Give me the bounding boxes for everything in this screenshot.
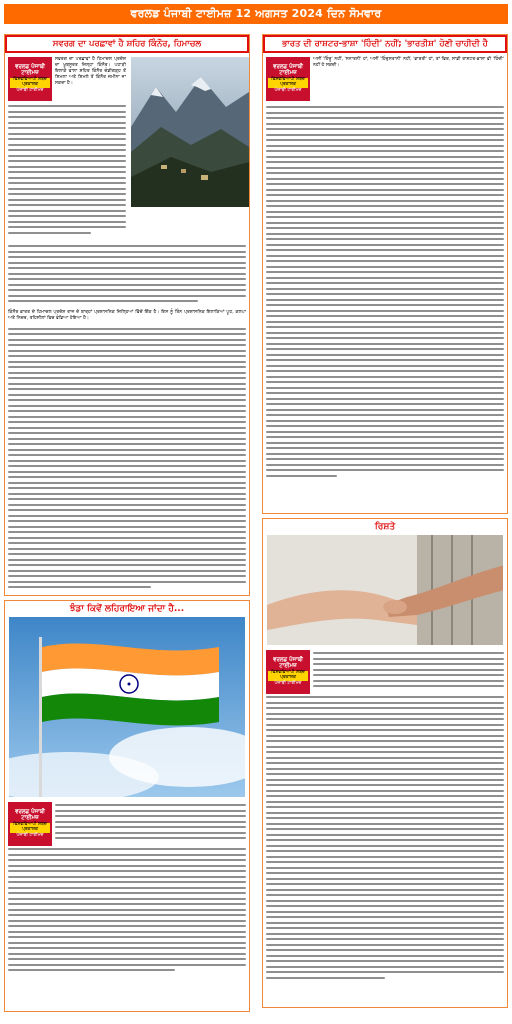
article-language xyxy=(262,34,508,514)
logo-name: ਵਰਲਡ ਪੰਜਾਬੀ ਟਾਈਮਜ਼ xyxy=(15,64,45,77)
logo-sub-4: ਪੰਜਾਬੀ ਟਾਈਮਜ਼ xyxy=(274,681,302,687)
logo-sub: ਪੰਜਾਬੀ ਟਾਈਮਜ਼ xyxy=(16,88,44,94)
flag-headline: ਝੰਡਾ ਕਿਵੇਂ ਲਹਿਰਾਇਆ ਜਾਂਦਾ ਹੈ... xyxy=(69,604,185,614)
article-top-row xyxy=(5,57,249,239)
relations-body xyxy=(263,650,507,694)
relations-body-lines xyxy=(313,650,507,694)
article-flag xyxy=(4,600,250,1012)
logo-name-3: ਵਰਲਡ ਪੰਜਾਬੀ ਟਾਈਮਜ਼ xyxy=(273,64,303,77)
article-body-lines-2 xyxy=(5,243,249,308)
logo-sub-3: ਪੰਜਾਬੀ ਟਾਈਮਜ਼ xyxy=(274,88,302,94)
logo-tag-4: ਵਿਸ਼ਵਵਿਆਪੀ ਸ਼ਬਦ ਪ੍ਰਕਾਸ਼ਕ xyxy=(268,671,308,681)
logo-row xyxy=(5,57,129,103)
relations-photo xyxy=(267,535,503,645)
relations-headline: ਰਿਸ਼ਤੇ xyxy=(374,522,396,532)
flag-body-lines xyxy=(55,802,249,846)
article-relations xyxy=(262,518,508,1008)
language-intro: ਅਸੀਂ 'ਹਿੰਦੂ' ਨਹੀਂ, 'ਸਨਾਤਨੀ' ਹਾਂ, ਅਸੀਂ 'ਹਿੰਦੁਸਤਾਨੀ' ਨਹੀਂ, 'ਭਾਰਤੀ' ਹਾਂ, ਤਾਂ ਫਿਰ, ਸਾਡੀ ਰਾਸ਼ਟਰ-ਭਾਸ਼ਾ ਵੀ 'ਹਿੰਦੀ' ਨਹੀਂ ਹੋ ਸਕਦੀ। xyxy=(313,57,504,68)
flag-photo xyxy=(9,617,245,797)
article-body-lines xyxy=(5,103,129,239)
right-column xyxy=(262,34,508,1008)
masthead-title: ਵਰਲਡ ਪੰਜਾਬੀ ਟਾਈਮਜ਼ 12 ਅਗਸਤ 2024 ਦਿਨ ਸੋਮਵਾਰ xyxy=(130,7,382,20)
logo-tag-3: ਵਿਸ਼ਵਵਿਆਪੀ ਸ਼ਬਦ ਪ੍ਰਕਾਸ਼ਕ xyxy=(268,78,308,88)
language-intro-row xyxy=(263,57,507,101)
logo-name-2: ਵਰਲਡ ਪੰਜਾਬੀ ਟਾਈਮਜ਼ xyxy=(15,809,45,822)
language-body-lines xyxy=(263,104,507,482)
article-body-lines-3 xyxy=(5,326,249,594)
logo-tag-2: ਵਿਸ਼ਵਵਿਆਪੀ ਸ਼ਬਦ ਪ੍ਰਕਾਸ਼ਕ xyxy=(10,823,50,833)
flag-body-lines-2 xyxy=(5,846,249,977)
relations-body-lines-2 xyxy=(263,694,507,984)
language-headline: ਭਾਰਤ ਦੀ ਰਾਸ਼ਟਰ-ਭਾਸ਼ਾ 'ਹਿੰਦੀ' ਨਹੀਂ; 'ਭਾਰਤੀਸ਼' ਹੋਣੀ ਚਾਹੀਦੀ ਹੈ xyxy=(263,35,507,53)
newspaper-logo-4 xyxy=(266,650,310,694)
article-kinnaur xyxy=(4,34,250,596)
newspaper-logo-3 xyxy=(266,57,310,101)
article-intro-block xyxy=(5,57,129,239)
left-column xyxy=(4,34,250,1012)
masthead xyxy=(4,4,508,24)
article-intro: ਸਵਰਗ ਦਾ ਪਰਛਾਵਾਂ ਹੈ ਹਿਮਾਚਲ ਪ੍ਰਦੇਸ਼ ਦਾ ਖੂਬਸੂਰਤ ਜ਼ਿਲ੍ਹਾ ਕਿੰਨੌਰ। ਪਹਾੜੀ ਇਲਾਕੇ ਵਾਲਾ ਸ਼ਹਿਰ ਕਿੰਨੌਰ ਚੰਡੀਗੜ੍ਹ ਤੋਂ ਸ਼ਿਮਲਾ ਅਤੇ ਸ਼ਿਮਲੇ ਤੋਂ ਕਿੰਨੌਰ ਜ਼ਮੀਨਾ ਜਾ ਸਕਦਾ ਹੈ। xyxy=(55,57,126,86)
newspaper-logo-2 xyxy=(8,802,52,846)
article-paragraph: ਕਿੰਨੌਰ ਭਾਰਤ ਦੇ ਹਿਮਾਚਲ ਪ੍ਰਦੇਸ਼ ਰਾਜ ਦੇ ਬਾਰ੍ਹਾਂ ਪ੍ਰਸ਼ਾਸਨਿਕ ਜ਼ਿਲ੍ਹਿਆਂ ਵਿੱਚੋਂ ਇੱਕ ਹੈ। ਇਸ ਨੂੰ ਤਿੰਨ ਪ੍ਰਸ਼ਾਸਨਿਕ ਇਲਾਕਿਆਂ ਪੂਹ, ਕਲਪਾ ਅਤੇ ਨਿਚਰ, ਤਹਿਸੀਲਾਂ ਵਿਚ ਵੰਡਿਆ ਹੋਇਆ ਹੈ। xyxy=(8,309,246,321)
flag-body xyxy=(5,802,249,846)
kinnaur-photo xyxy=(131,57,249,207)
logo-name-4: ਵਰਲਡ ਪੰਜਾਬੀ ਟਾਈਮਜ਼ xyxy=(273,657,303,670)
logo-tag: ਵਿਸ਼ਵਵਿਆਪੀ ਸ਼ਬਦ ਪ੍ਰਕਾਸ਼ਕ xyxy=(10,78,50,88)
article-headline: ਸਵਰਗ ਦਾ ਪਰਛਾਵਾਂ ਹੈ ਸ਼ਹਿਰ ਕਿੰਨੌਰ, ਹਿਮਾਚਲ xyxy=(5,35,249,53)
logo-sub-2: ਪੰਜਾਬੀ ਟਾਈਮਜ਼ xyxy=(16,833,44,839)
newspaper-logo xyxy=(8,57,52,101)
